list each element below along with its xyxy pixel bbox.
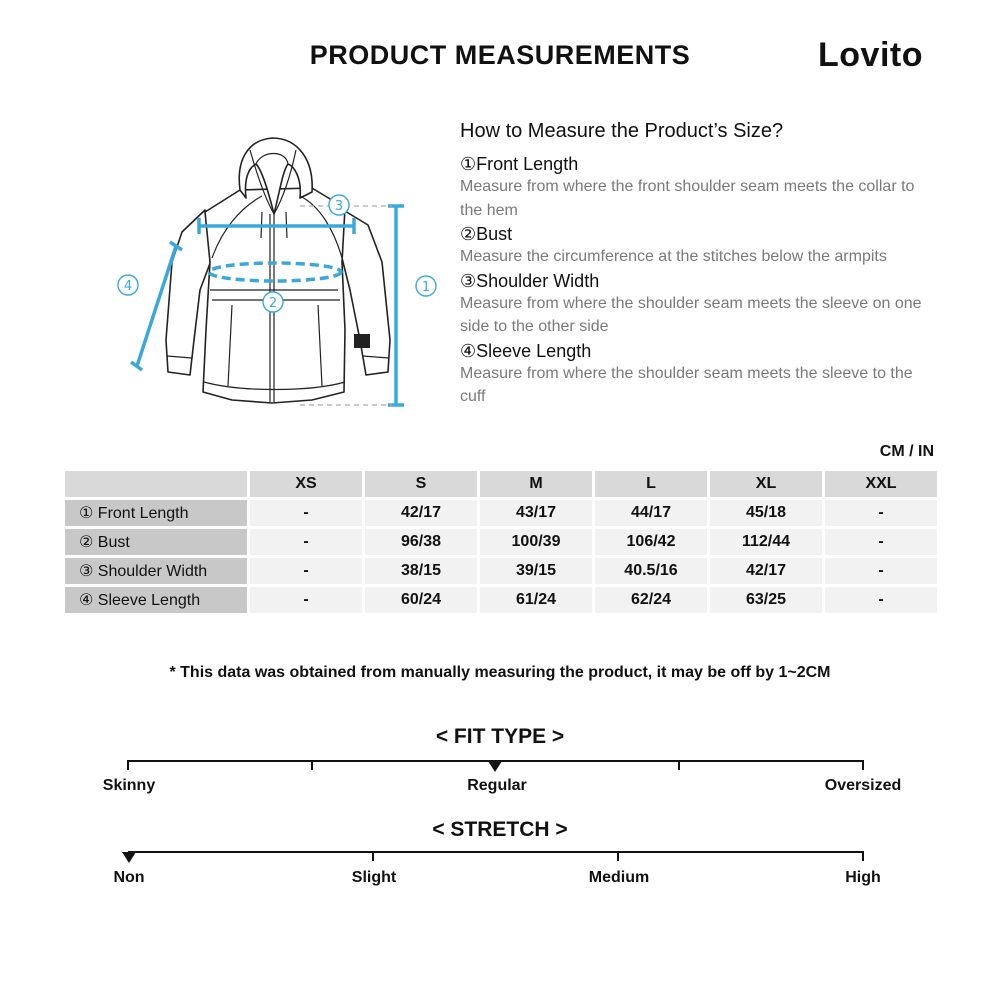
guide-step-shoulder-width xyxy=(460,270,940,339)
stretch-scale xyxy=(128,851,864,853)
unit-label: CM / IN xyxy=(879,443,934,460)
size-header: XXL xyxy=(825,471,937,497)
table-cell: - xyxy=(250,500,362,526)
step-title: ①Front Length xyxy=(460,154,579,174)
size-header: XS xyxy=(250,471,362,497)
table-cell: - xyxy=(250,587,362,613)
table-cell: 61/24 xyxy=(480,587,592,613)
stretch-marker-icon xyxy=(122,852,136,863)
scale-tick xyxy=(127,760,129,770)
stretch-label-medium: Medium xyxy=(588,869,650,886)
guide-heading: How to Measure the Product’s Size? xyxy=(460,120,784,142)
table-header-row xyxy=(65,471,937,497)
guide-step-front-length xyxy=(460,153,940,222)
table-cell: 42/17 xyxy=(710,558,822,584)
table-cell: 42/17 xyxy=(365,500,477,526)
table-cell: - xyxy=(250,558,362,584)
row-label: ④ Sleeve Length xyxy=(65,587,247,613)
table-cell: 60/24 xyxy=(365,587,477,613)
table-cell: 38/15 xyxy=(365,558,477,584)
table-cell: - xyxy=(825,500,937,526)
size-header: XL xyxy=(710,471,822,497)
stretch-label-non: Non xyxy=(113,869,145,886)
table-row xyxy=(65,500,937,526)
table-cell: 63/25 xyxy=(710,587,822,613)
step-title: ④Sleeve Length xyxy=(460,340,592,361)
stretch-label-high: High xyxy=(845,869,881,886)
step-description: Measure from where the shoulder seam meets the sleeve to the cuff xyxy=(460,364,913,405)
page-title: PRODUCT MEASUREMENTS xyxy=(309,40,691,70)
brand-logo: Lovito xyxy=(818,36,923,74)
table-row xyxy=(65,587,937,613)
stretch-title: < STRETCH > xyxy=(432,818,568,841)
table-row xyxy=(65,558,937,584)
size-header: L xyxy=(595,471,707,497)
hoodie-illustration xyxy=(100,128,445,428)
guide-step-bust xyxy=(460,223,940,269)
table-cell: 44/17 xyxy=(595,500,707,526)
table-cell: 39/15 xyxy=(480,558,592,584)
scale-tick xyxy=(678,760,680,770)
fit-label-skinny: Skinny xyxy=(102,777,156,794)
scale-tick xyxy=(311,760,313,770)
svg-text:4: 4 xyxy=(123,279,133,294)
size-header: M xyxy=(480,471,592,497)
table-corner xyxy=(65,471,247,497)
table-cell: 43/17 xyxy=(480,500,592,526)
fit-label-regular: Regular xyxy=(467,777,527,794)
row-label: ② Bust xyxy=(65,529,247,555)
table-cell: 45/18 xyxy=(710,500,822,526)
step-title: ③Shoulder Width xyxy=(460,270,600,291)
row-label: ① Front Length xyxy=(65,500,247,526)
step-description: Measure from where the shoulder seam meets the sleeve on one side to the other side xyxy=(460,294,922,335)
stretch-label-slight: Slight xyxy=(351,869,397,886)
measure-guide xyxy=(460,120,940,410)
scale-tick xyxy=(617,851,619,861)
table-cell: 106/42 xyxy=(595,529,707,555)
step-description: Measure from where the front shoulder seam meets the collar to the hem xyxy=(460,178,915,219)
table-cell: 96/38 xyxy=(365,529,477,555)
table-cell: - xyxy=(825,558,937,584)
table-cell: - xyxy=(825,529,937,555)
fit-type-marker-icon xyxy=(488,761,502,772)
scale-tick xyxy=(372,851,374,861)
fit-type-title: < FIT TYPE > xyxy=(435,725,565,748)
table-cell: - xyxy=(825,587,937,613)
svg-text:2: 2 xyxy=(268,296,278,311)
fit-label-oversized: Oversized xyxy=(824,777,902,794)
svg-text:3: 3 xyxy=(334,199,344,214)
scale-tick xyxy=(862,760,864,770)
guide-step-sleeve-length xyxy=(460,340,940,409)
table-cell: 40.5/16 xyxy=(595,558,707,584)
svg-text:1: 1 xyxy=(421,280,431,295)
table-cell: 100/39 xyxy=(480,529,592,555)
table-row xyxy=(65,529,937,555)
size-table xyxy=(62,468,940,616)
table-cell: 112/44 xyxy=(710,529,822,555)
step-title: ②Bust xyxy=(460,224,513,244)
size-header: S xyxy=(365,471,477,497)
row-label: ③ Shoulder Width xyxy=(65,558,247,584)
scale-tick xyxy=(862,851,864,861)
table-cell: 62/24 xyxy=(595,587,707,613)
step-description: Measure the circumference at the stitches below the armpits xyxy=(460,248,887,265)
measurement-note: * This data was obtained from manually measuring the product, it may be off by 1~2CM xyxy=(169,664,831,681)
table-cell: - xyxy=(250,529,362,555)
